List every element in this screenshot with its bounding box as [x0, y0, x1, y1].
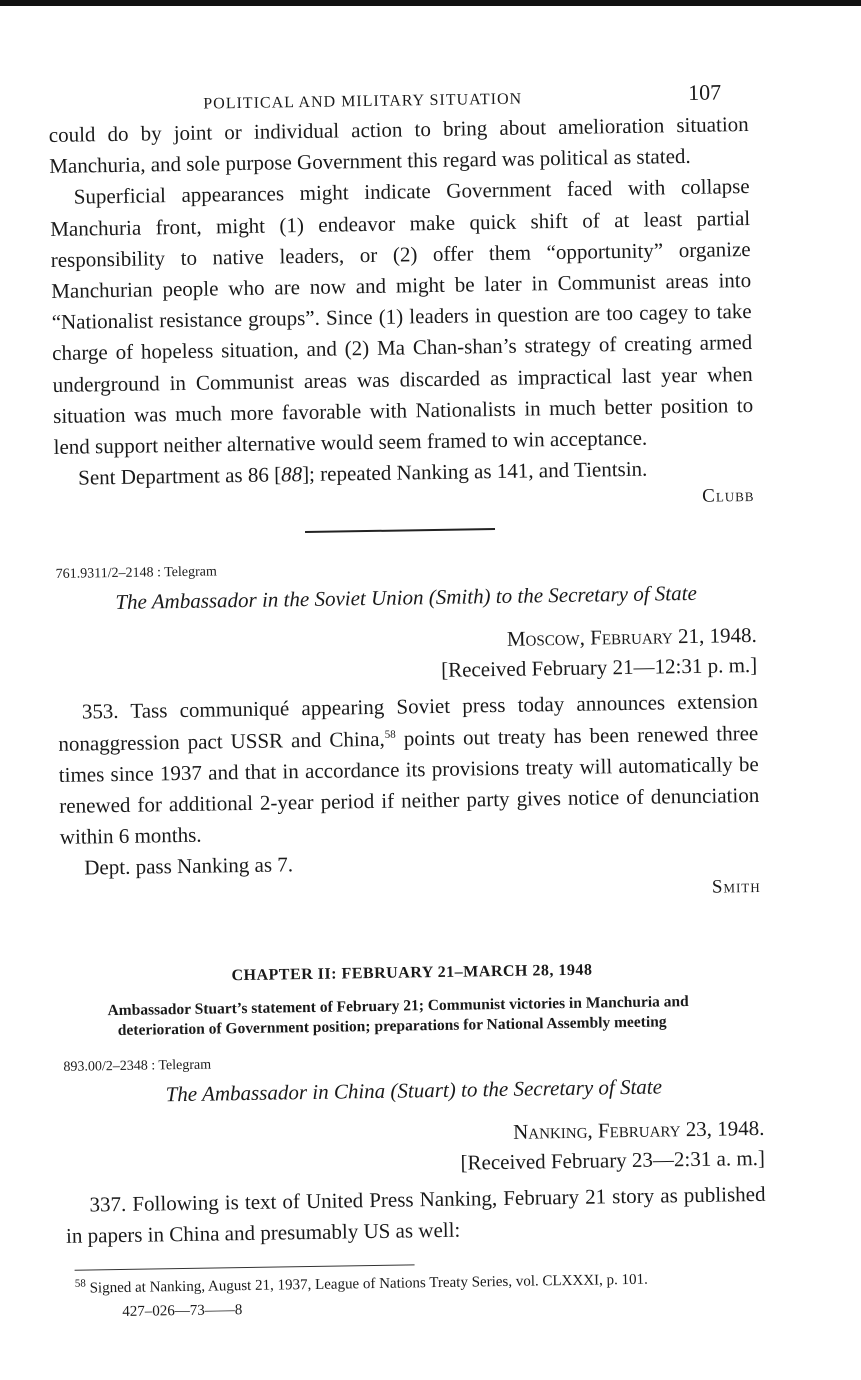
document-heading: The Ambassador in the Soviet Union (Smith) to the Secretary of State	[115, 581, 697, 615]
telegram-body	[58, 686, 760, 853]
page-number: 107	[687, 79, 722, 105]
document-heading: The Ambassador in China (Stuart) to the Secretary of State	[165, 1074, 663, 1106]
telegram-body-end: points out treaty has been renewed three times since 1937 and that in accordance its provisions treaty will automatically be renewed for additional 2-year period if neither party gives notice of denunciation within 6 months.	[58, 720, 760, 850]
section-divider	[305, 528, 495, 533]
footnote-marker: 58	[74, 1277, 86, 1290]
document-page	[48, 75, 767, 1322]
file-number: 761.9311/2–2148 : Telegram	[55, 564, 217, 583]
sent-text-start: Sent Department as 86 [	[77, 462, 282, 490]
footnote-divider	[75, 1264, 415, 1270]
footnote	[75, 1268, 767, 1299]
signature-clubb-text: Clubb	[702, 485, 755, 508]
place-date-text: Nanking, February 23, 1948.	[512, 1115, 765, 1144]
running-head-title: POLITICAL AND MILITARY SITUATION	[203, 90, 523, 113]
scan-top-edge	[0, 0, 861, 6]
footnote-reference: 58	[384, 728, 396, 741]
signature-smith-text: Smith	[711, 875, 761, 898]
bracket-reference: 88	[280, 462, 303, 487]
received-line: [Received February 23—2:31 a. m.]	[460, 1145, 766, 1175]
chapter-title: CHAPTER II: FEBRUARY 21–MARCH 28, 1948	[231, 961, 593, 984]
chapter-summary: Ambassador Stuart’s statement of February 21; Communist victories in Manchuria and deterioration of Government position; preparations for National Assembly meeting	[107, 992, 689, 1039]
paragraph-continuation: could do by joint or individual action to bring about amelioration situation Manchuria, and sole purpose Government this regard was political as stated.	[48, 112, 749, 179]
pass-note: Dept. pass Nanking as 7.	[84, 852, 294, 880]
print-code: 427–026—73——8	[122, 1302, 243, 1321]
received-line: [Received February 21—12:31 p. m.]	[440, 653, 758, 683]
paragraph-analysis: Superficial appearances might indicate Government faced with collapse Manchuria front, might (1) endeavor make quick shift of at least partial responsibility to native leaders, or (2) offer them “opportunity” organize Manchurian people who are now and might be later in Communist areas into “Nationalist resistance groups”. Since (1) leaders in question are too cagey to take charge of hopeless situation, and (2) Ma Chan-shan’s strategy of creating armed underground in Communist areas was discarded as impractical last year when situation was much more favorable with Nationalists in much better position to lend support neither alternative would seem framed to win acceptance.	[50, 174, 754, 459]
telegram-body: 337. Following is text of United Press Nanking, February 21 story as published in papers in China and presumably US as well:	[65, 1181, 766, 1248]
file-number: 893.00/2–2348 : Telegram	[63, 1057, 212, 1075]
footnote-text: Signed at Nanking, August 21, 1937, League of Nations Treaty Series, vol. CLXXXI, p. 101.	[85, 1271, 648, 1297]
place-date-text: Moscow, February 21, 1948.	[506, 623, 757, 652]
telegram-body-start: 353. Tass communiqué appearing Soviet press today announces extension nonaggression pact USSR and China,	[58, 689, 758, 756]
sent-text-end: ]; repeated Nanking as 141, and Tientsin.	[301, 456, 648, 487]
